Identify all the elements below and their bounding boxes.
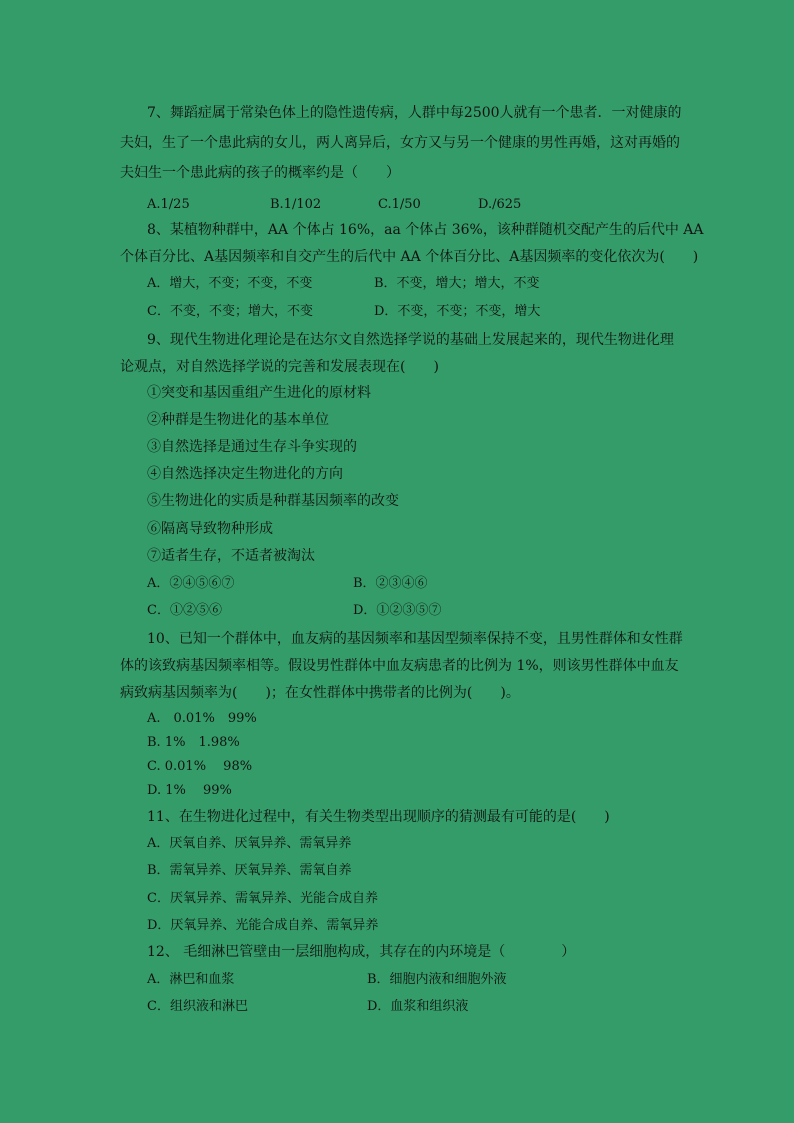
q7-option-a: A.1/25 bbox=[147, 197, 190, 212]
q9-item-5: ⑤生物进化的实质是种群基因频率的改变 bbox=[147, 493, 399, 509]
q10-line-3: 病致病基因频率为( )；在女性群体中携带者的比例为( )。 bbox=[120, 685, 520, 701]
q11-option-d: D．厌氧异养、光能合成自养、需氧异养 bbox=[147, 918, 379, 933]
q7-line-2: 夫妇，生了一个患此病的女儿，两人离异后，女方又与另一个健康的男性再婚，这对再婚的 bbox=[120, 135, 680, 151]
q11-line-1: 11、在生物进化过程中，有关生物类型出现顺序的猜测最有可能的是( ) bbox=[147, 809, 610, 825]
q12-option-a: A．淋巴和血浆 bbox=[147, 972, 235, 987]
q12-option-b: B．细胞内液和细胞外液 bbox=[367, 972, 507, 987]
q11-option-b: B．需氧异养、厌氧异养、需氧自养 bbox=[147, 863, 352, 878]
q10-line-1: 10、已知一个群体中，血友病的基因频率和基因型频率保持不变，且男性群体和女性群 bbox=[147, 631, 683, 647]
q9-line-2: 论观点，对自然选择学说的完善和发展表现在( ) bbox=[120, 359, 439, 375]
q12-option-c: C．组织液和淋巴 bbox=[147, 999, 248, 1014]
q10-option-a: A. 0.01% 99% bbox=[147, 711, 257, 726]
q9-item-3: ③自然选择是通过生存斗争实现的 bbox=[147, 439, 357, 455]
q10-option-b: B. 1% 1.98% bbox=[147, 735, 240, 750]
q8-line-1: 8、某植物种群中，AA 个体占 16%，aa 个体占 36%，该种群随机交配产生的后代中 AA bbox=[147, 222, 704, 238]
q7-option-d: D./625 bbox=[478, 197, 522, 212]
q9-item-1: ①突变和基因重组产生进化的原材料 bbox=[147, 385, 371, 401]
q7-line-1: 7、舞蹈症属于常染色体上的隐性遗传病，人群中每2500人就有一个患者．一对健康的 bbox=[147, 105, 682, 121]
q8-option-b: B．不变，增大；增大，不变 bbox=[374, 276, 540, 291]
q9-option-a: A．②④⑤⑥⑦ bbox=[147, 576, 235, 591]
q8-option-d: D．不变，不变；不变，增大 bbox=[374, 304, 541, 319]
q8-option-a: A．增大，不变；不变，不变 bbox=[147, 276, 313, 291]
q9-item-7: ⑦适者生存，不适者被淘汰 bbox=[147, 548, 315, 564]
q9-item-4: ④自然选择决定生物进化的方向 bbox=[147, 466, 343, 482]
q8-option-c: C．不变，不变；增大，不变 bbox=[147, 304, 313, 319]
q11-option-a: A．厌氧自养、厌氧异养、需氧异养 bbox=[147, 836, 352, 851]
q11-option-c: C．厌氧异养、需氧异养、光能合成自养 bbox=[147, 891, 378, 906]
q9-line-1: 9、现代生物进化理论是在达尔文自然选择学说的基础上发展起来的，现代生物进化理 bbox=[147, 332, 674, 348]
q9-item-2: ②种群是生物进化的基本单位 bbox=[147, 412, 329, 428]
q7-option-b: B.1/102 bbox=[270, 197, 322, 212]
q12-line-1: 12、 毛细淋巴管壁由一层细胞构成，其存在的内环境是（ ） bbox=[147, 944, 576, 960]
q10-option-d: D. 1% 99% bbox=[147, 783, 232, 798]
q7-option-c: C.1/50 bbox=[378, 197, 421, 212]
q8-line-2: 个体百分比、A基因频率和自交产生的后代中 AA 个体百分比、A基因频率的变化依次为( ) bbox=[120, 249, 699, 265]
q9-item-6: ⑥隔离导致物种形成 bbox=[147, 521, 273, 537]
q10-line-2: 体的该致病基因频率相等。假设男性群体中血友病患者的比例为 1%，则该男性群体中血友 bbox=[120, 658, 679, 674]
q9-option-b: B．②③④⑥ bbox=[353, 576, 428, 591]
q12-option-d: D．血浆和组织液 bbox=[367, 999, 469, 1014]
q10-option-c: C. 0.01% 98% bbox=[147, 759, 253, 774]
q9-option-d: D．①②③⑤⑦ bbox=[353, 603, 442, 618]
q9-option-c: C．①②⑤⑥ bbox=[147, 603, 222, 618]
q7-line-3: 夫妇生一个患此病的孩子的概率约是（ ） bbox=[120, 165, 400, 181]
